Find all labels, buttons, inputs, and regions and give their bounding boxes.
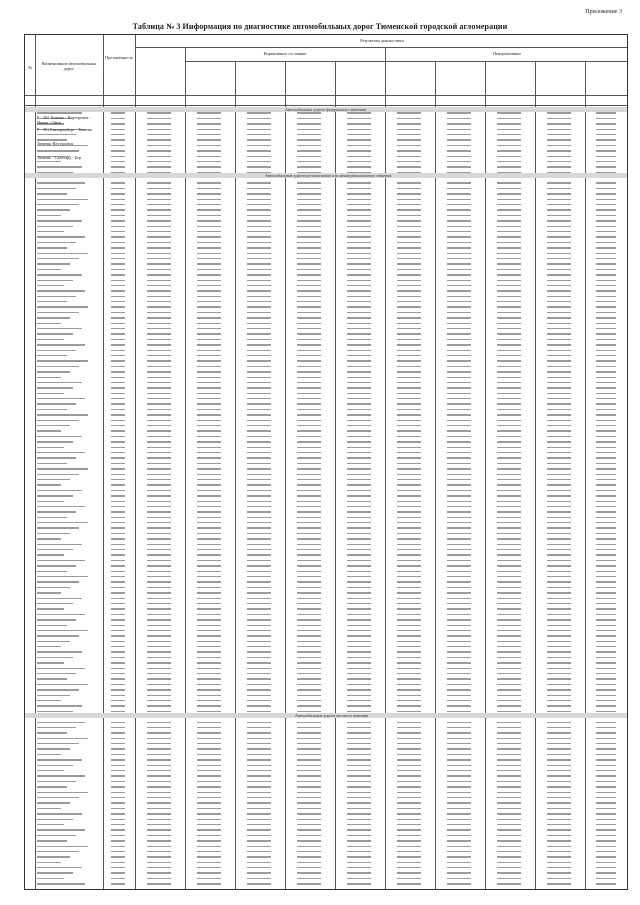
table-body: [25, 105, 627, 889]
col-name-header: Наименование автомобильных дорог: [41, 61, 97, 71]
section-label: Автомобильные дороги федерального значения: [285, 107, 366, 112]
unsatisfactory-group-header: Ненормативное: [493, 51, 521, 56]
table-row: Р - 402 Тюмень - Ялуторовск - Ишим - Омск: [37, 115, 92, 125]
col-length-header: Протяжённость: [105, 55, 133, 60]
results-group-header: Результаты диагностики: [360, 38, 404, 43]
diagnostics-table: [24, 34, 628, 890]
table-title: Таблица № 3 Информация по диагностике автомобильных дорог Тюменской городской агломерации: [132, 22, 508, 31]
col-number-header: №: [28, 65, 32, 70]
normative-group-header: Нормативное состояние: [263, 51, 307, 56]
section-label: Автомобильные дороги регионального или межмуниципального значения: [265, 173, 392, 178]
section-label: Автомобильные дороги местного значения: [295, 713, 369, 718]
page-number-label: Приложение 3: [585, 9, 622, 15]
table-row: Тюмень - Салехард - Бор: [37, 155, 82, 160]
table-row: [25, 881, 627, 886]
table-row: Р - 351 Екатеринбург - Тюмень: [37, 127, 93, 132]
table-row: Тюмень-Ялуторовск: [37, 141, 74, 146]
